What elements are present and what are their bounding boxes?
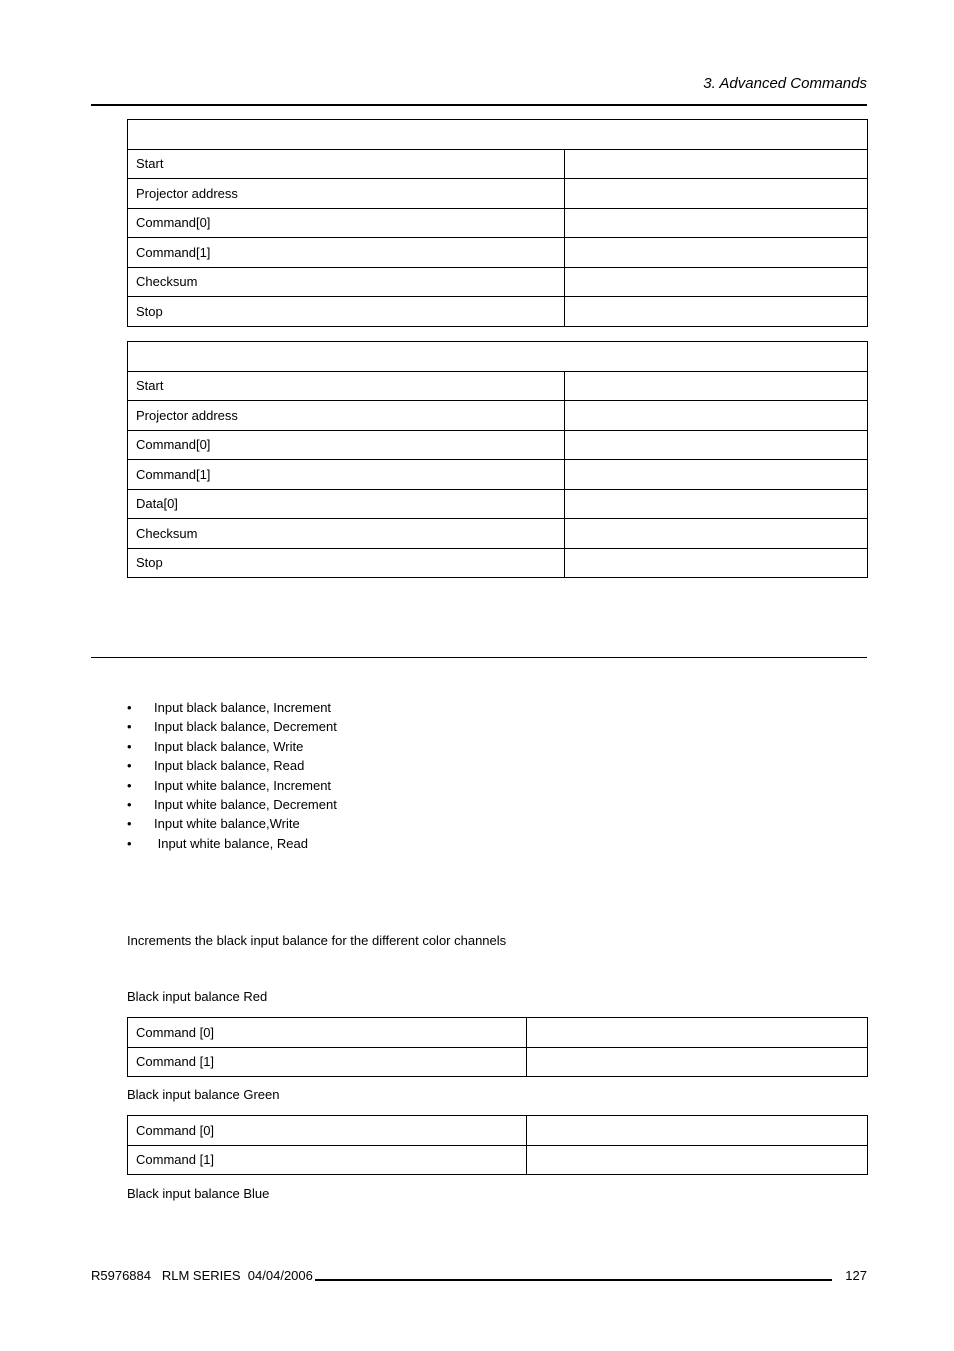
list-item-text: Input white balance,Write xyxy=(154,816,300,832)
row-label: Data[0] xyxy=(128,489,565,519)
list-item xyxy=(127,834,337,853)
table-row xyxy=(128,548,868,578)
bullet-icon: • xyxy=(127,835,132,851)
table-title xyxy=(128,120,868,150)
row-value xyxy=(565,401,868,431)
table-row xyxy=(128,519,868,549)
list-item-text: Input black balance, Read xyxy=(154,758,305,774)
row-label: Projector address xyxy=(128,179,565,209)
footer-doc-info: R5976884 RLM SERIES 04/04/2006 xyxy=(91,1268,313,1283)
bullet-icon: • xyxy=(127,796,132,812)
row-value xyxy=(565,149,868,179)
row-value xyxy=(565,519,868,549)
row-label: Checksum xyxy=(128,267,565,297)
list-item-text: Input black balance, Write xyxy=(154,738,304,754)
table-row xyxy=(128,1145,868,1175)
table-row xyxy=(128,371,868,401)
table-row xyxy=(128,238,868,268)
table-row xyxy=(128,149,868,179)
row-value xyxy=(565,297,868,327)
list-item-text: Input black balance, Decrement xyxy=(154,719,337,735)
row-value xyxy=(565,179,868,209)
table-row xyxy=(128,267,868,297)
list-item xyxy=(127,795,337,814)
table-row xyxy=(128,489,868,519)
bullet-icon: • xyxy=(127,777,132,793)
row-label: Stop xyxy=(128,297,565,327)
table-row xyxy=(128,430,868,460)
list-item-text: Input white balance, Read xyxy=(154,835,308,851)
green-caption: Black input balance Green xyxy=(127,1087,280,1102)
list-item xyxy=(127,814,337,833)
green-command-table xyxy=(127,1115,868,1175)
row-value xyxy=(565,430,868,460)
page-number: 127 xyxy=(845,1268,867,1283)
row-value xyxy=(527,1018,868,1048)
blue-caption: Black input balance Blue xyxy=(127,1186,270,1201)
row-label: Checksum xyxy=(128,519,565,549)
row-value xyxy=(565,238,868,268)
bullet-icon: • xyxy=(127,738,132,754)
row-label: Projector address xyxy=(128,401,565,431)
header-rule xyxy=(91,104,867,106)
row-label: Command[1] xyxy=(128,238,565,268)
bullet-icon: • xyxy=(127,700,132,715)
table-row xyxy=(128,1047,868,1077)
row-value xyxy=(527,1047,868,1077)
row-label: Command[0] xyxy=(128,208,565,238)
bullet-icon: • xyxy=(127,758,132,774)
bullet-icon: • xyxy=(127,816,132,832)
footer-rule xyxy=(315,1279,832,1281)
bullet-icon: • xyxy=(127,719,132,735)
table-row xyxy=(128,401,868,431)
command-data-frame-table xyxy=(127,341,868,578)
table-row xyxy=(128,208,868,238)
section-title: 3. Advanced Commands xyxy=(703,75,867,92)
table-row xyxy=(128,1018,868,1048)
list-item xyxy=(127,737,337,756)
row-value xyxy=(565,548,868,578)
list-item xyxy=(127,698,337,717)
table-title xyxy=(128,342,868,372)
list-item-text: Input white balance, Decrement xyxy=(154,796,337,812)
list-item xyxy=(127,756,337,775)
section-divider xyxy=(91,657,867,658)
row-label: Command[1] xyxy=(128,460,565,490)
row-value xyxy=(565,371,868,401)
row-label: Command [1] xyxy=(128,1145,527,1175)
list-item-text: Input white balance, Increment xyxy=(154,777,332,793)
row-value xyxy=(565,267,868,297)
row-label: Command [1] xyxy=(128,1047,527,1077)
row-label: Command [0] xyxy=(128,1018,527,1048)
command-frame-table xyxy=(127,119,868,327)
row-value xyxy=(527,1116,868,1146)
red-command-table xyxy=(127,1017,868,1077)
description-text: Increments the black input balance for the different color channels xyxy=(127,933,507,948)
row-label: Start xyxy=(128,149,565,179)
row-label: Stop xyxy=(128,548,565,578)
row-value xyxy=(565,460,868,490)
row-label: Command [0] xyxy=(128,1116,527,1146)
row-value xyxy=(527,1145,868,1175)
red-caption: Black input balance Red xyxy=(127,989,268,1004)
table-row xyxy=(128,179,868,209)
row-value xyxy=(565,208,868,238)
row-value xyxy=(565,489,868,519)
table-row xyxy=(128,1116,868,1146)
table-row xyxy=(128,460,868,490)
command-list xyxy=(127,698,337,853)
row-label: Start xyxy=(128,371,565,401)
row-label: Command[0] xyxy=(128,430,565,460)
list-item-text: Input black balance, Increment xyxy=(154,700,332,715)
list-item xyxy=(127,717,337,736)
list-item xyxy=(127,776,337,795)
table-row xyxy=(128,297,868,327)
